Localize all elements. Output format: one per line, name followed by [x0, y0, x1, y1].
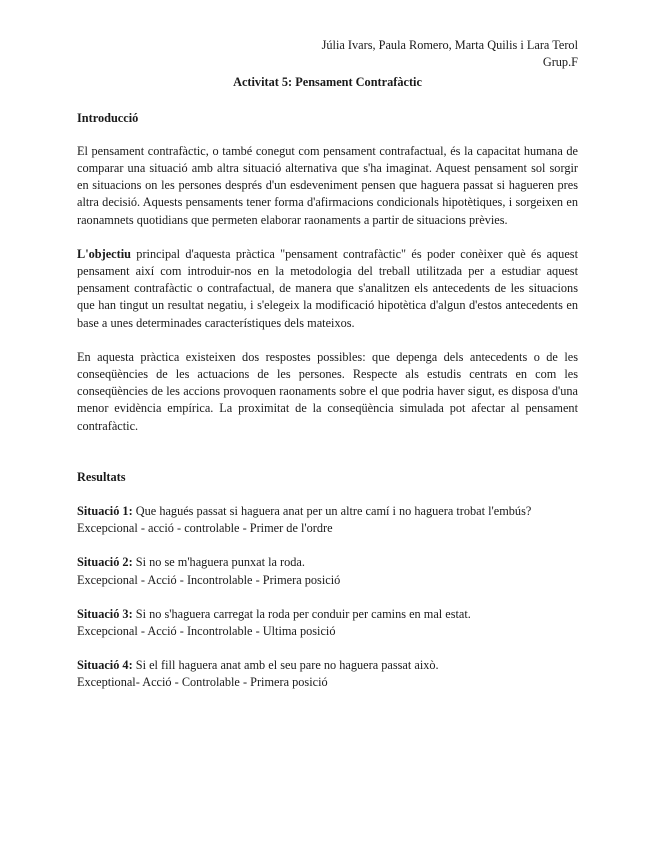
situation-3	[77, 606, 578, 640]
situation-2-question-line	[77, 554, 578, 571]
situation-4-label: Situació 4:	[77, 658, 133, 673]
situation-1-label: Situació 1:	[77, 504, 133, 519]
situation-1-question-line	[77, 503, 578, 520]
situation-2-question: Si no se m'haguera punxat la roda.	[132, 555, 305, 570]
objective-label: L'objectiu	[77, 246, 131, 261]
header-authors: Júlia Ivars, Paula Romero, Marta Quilis i Lara Terol	[321, 38, 578, 52]
situation-4-answer: Exceptional- Acció - Controlable - Primera posició	[77, 675, 328, 690]
intro-paragraph-2	[77, 246, 578, 332]
situation-3-question-line	[77, 606, 578, 623]
situation-4-question: Si el fill haguera anat amb el seu pare no haguera passat això.	[132, 658, 439, 673]
document-page	[77, 37, 578, 692]
intro-paragraph-1: El pensament contrafàctic, o també conegut com pensament contrafactual, és la capacitat humana de comparar una situació amb altra situació alternativa que s'ha imaginat. Aquest pensament sol sorgir en situacions on les persones després d'un esdeveniment pensen que haguera passat si hagueren pres altra decisió. Aquests pensaments tener forma d'afirmacions condicionals hipotètiques, i sorgeixen en raonamnets quotidians que permeten elaborar raonaments a partir de situacions prèvies.	[77, 143, 578, 227]
situation-1-question: Que hagués passat si haguera anat per un altre camí i no haguera trobat l'embús?	[132, 504, 532, 519]
situation-2-label: Situació 2:	[77, 555, 133, 570]
results-heading: Resultats	[77, 469, 126, 484]
header-group: Grup.F	[542, 55, 578, 70]
situation-1-answer: Excepcional - acció - controlable - Primer de l'ordre	[77, 521, 333, 536]
situation-3-label: Situació 3:	[77, 606, 133, 621]
situation-1	[77, 503, 578, 537]
situation-2	[77, 554, 578, 588]
situation-3-answer: Excepcional - Acció - Incontrolable - Ultima posició	[77, 624, 336, 639]
objective-text: principal d'aquesta pràctica "pensament contrafàctic" és poder conèixer què és aquest pensament així com introduir-nos en la metodologia del treball utilitzada per a estudiar aquest pensament contrafàctic o contrafactual, de manera que s'analitzen els antecedents de les situacions que han tingut un resultat negatiu, i s'elegeix la modificació hipotètica d'algun d'estos antecedents en base a unes determinades característiques dels mateixos.	[77, 246, 578, 330]
document-title: Activitat 5: Pensament Contrafàctic	[233, 75, 422, 90]
situation-4	[77, 657, 578, 691]
intro-paragraph-3: En aquesta pràctica existeixen dos respostes possibles: que depenga dels antecedents o de les conseqüències de les actuacions de les persones. Respecte als estudis centrats en com les conseqüències de les accions provoquen raonaments sobre el que podria haver sigut, es disposa d'una menor evidència empírica. La proximitat de la conseqüència simulada pot afectar al pensament contrafàctic.	[77, 349, 578, 433]
situation-4-question-line	[77, 657, 578, 674]
intro-heading: Introducció	[77, 110, 139, 125]
situation-3-question: Si no s'haguera carregat la roda per conduir per camins en mal estat.	[132, 606, 471, 621]
situation-2-answer: Excepcional - Acció - Incontrolable - Primera posició	[77, 572, 341, 587]
